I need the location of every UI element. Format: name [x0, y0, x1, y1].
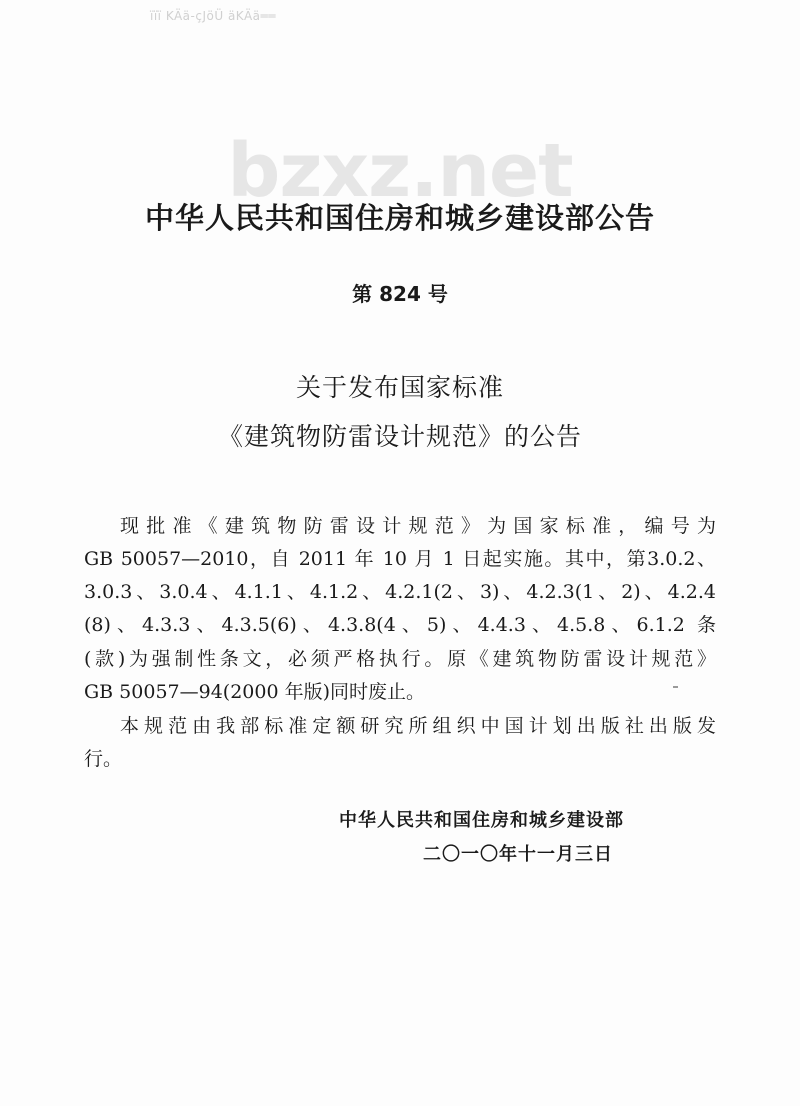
page-title: 中华人民共和国住房和城乡建设部公告 — [144, 201, 655, 235]
watermark: bzxz.net — [227, 128, 573, 214]
body-line-1: 现批准《建筑物防雷设计规范》为国家标准，编号为 — [120, 515, 716, 537]
body-line-3: 3.0.3、3.0.4、4.1.1、4.1.2、4.2.1(2、3)、4.2.3(1、2)、4.2.4 — [84, 581, 716, 603]
body-line-6: GB 50057—94(2000 年版)同时废止。 — [84, 681, 426, 703]
subtitle-line-1: 关于发布国家标准 — [295, 373, 504, 402]
announcement-number: 第 824 号 — [352, 282, 448, 306]
body-line-4: (8)、4.3.3、4.3.5(6)、4.3.8(4、5)、4.4.3、4.5.8、6.1.2 条 — [84, 614, 716, 636]
subtitle-line-2: 《建筑物防雷设计规范》的公告 — [217, 422, 582, 451]
body-line-8: 行。 — [84, 748, 123, 770]
body-line-2: GB 50057—2010，自 2011 年 10 月 1 日起实施。其中，第3.0.2、 — [84, 548, 716, 570]
header-garbled-text: ïïï KÄä-çJöÜ äKÄä══ — [150, 9, 276, 23]
body-line-5: (款)为强制性条文，必须严格执行。原《建筑物防雷设计规范》 — [84, 648, 716, 670]
scan-speck — [673, 686, 678, 688]
body-line-7: 本规范由我部标准定额研究所组织中国计划出版社出版发 — [120, 715, 716, 737]
signature-date: 二〇一〇年十一月三日 — [423, 844, 613, 865]
signature-org: 中华人民共和国住房和城乡建设部 — [339, 810, 624, 831]
